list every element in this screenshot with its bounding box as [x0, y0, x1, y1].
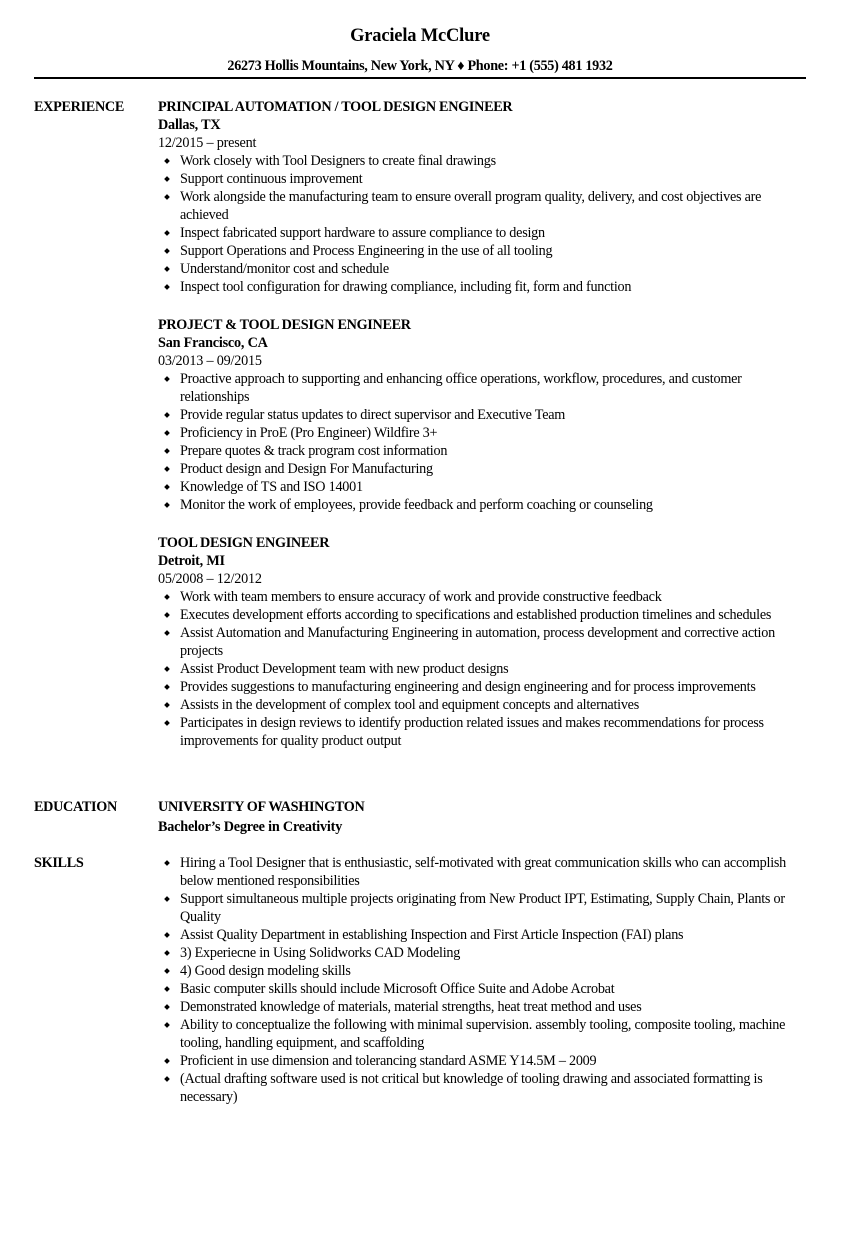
resume-header: [34, 24, 806, 75]
bullet-item: Assist Automation and Manufacturing Engineering in automation, process development and corrective action projects: [158, 624, 808, 660]
job-location: Dallas, TX: [158, 117, 221, 133]
skill-item: Basic computer skills should include Microsoft Office Suite and Adobe Acrobat: [158, 980, 808, 998]
skills-list: [158, 854, 808, 1106]
job-title: PRINCIPAL AUTOMATION / TOOL DESIGN ENGINEER: [158, 99, 513, 115]
job-title: TOOL DESIGN ENGINEER: [158, 535, 330, 551]
bullet-item: Understand/monitor cost and schedule: [158, 260, 808, 278]
candidate-name: Graciela McClure: [350, 26, 490, 46]
bullet-item: Provide regular status updates to direct supervisor and Executive Team: [158, 406, 808, 424]
bullet-item: Provides suggestions to manufacturing engineering and design engineering and for process improvements: [158, 678, 808, 696]
skills-body: [158, 854, 808, 1106]
bullet-item: Proficiency in ProE (Pro Engineer) Wildfire 3+: [158, 424, 808, 442]
bullet-item: Work closely with Tool Designers to create final drawings: [158, 152, 808, 170]
bullet-item: Assist Product Development team with new product designs: [158, 660, 808, 678]
bullet-item: Executes development efforts according to specifications and established production timelines and schedules: [158, 606, 808, 624]
experience-body: [158, 98, 808, 770]
contact-line: 26273 Hollis Mountains, New York, NY ♦ Phone: +1 (555) 481 1932: [227, 58, 613, 74]
bullet-item: Prepare quotes & track program cost information: [158, 442, 808, 460]
bullet-item: Work alongside the manufacturing team to ensure overall program quality, delivery, and cost objectives are achieved: [158, 188, 808, 224]
job-bullets: [158, 152, 808, 296]
job-entry: [158, 98, 808, 296]
job-title: PROJECT & TOOL DESIGN ENGINEER: [158, 317, 411, 333]
skill-item: Demonstrated knowledge of materials, material strengths, heat treat method and uses: [158, 998, 808, 1016]
bullet-item: Knowledge of TS and ISO 14001: [158, 478, 808, 496]
skill-item: Hiring a Tool Designer that is enthusiastic, self-motivated with great communication skills who can accomplish below mentioned responsibilities: [158, 854, 808, 890]
bullet-item: Product design and Design For Manufacturing: [158, 460, 808, 478]
bullet-item: Support Operations and Process Engineering in the use of all tooling: [158, 242, 808, 260]
section-label-education: EDUCATION: [34, 799, 117, 815]
bullet-item: Inspect fabricated support hardware to assure compliance to design: [158, 224, 808, 242]
bullet-item: Work with team members to ensure accuracy of work and provide constructive feedback: [158, 588, 808, 606]
skill-item: 4) Good design modeling skills: [158, 962, 808, 980]
job-dates: 12/2015 – present: [158, 135, 257, 151]
job-dates: 03/2013 – 09/2015: [158, 353, 262, 369]
job-entry: [158, 316, 808, 514]
degree: Bachelor’s Degree in Creativity: [158, 819, 343, 835]
education-body: [158, 798, 808, 836]
job-bullets: [158, 588, 808, 750]
section-label-experience: EXPERIENCE: [34, 99, 125, 115]
skill-item: Proficient in use dimension and tolerancing standard ASME Y14.5M – 2009: [158, 1052, 808, 1070]
bullet-item: Monitor the work of employees, provide feedback and perform coaching or counseling: [158, 496, 808, 514]
header-divider: [34, 77, 806, 79]
skill-item: Assist Quality Department in establishing Inspection and First Article Inspection (FAI) plans: [158, 926, 808, 944]
job-entry: [158, 534, 808, 750]
bullet-item: Inspect tool configuration for drawing compliance, including fit, form and function: [158, 278, 808, 296]
skill-item: 3) Experiecne in Using Solidworks CAD Modeling: [158, 944, 808, 962]
skill-item: Support simultaneous multiple projects originating from New Product IPT, Estimating, Supply Chain, Plants or Quality: [158, 890, 808, 926]
job-location: San Francisco, CA: [158, 335, 268, 351]
skill-item: Ability to conceptualize the following with minimal supervision. assembly tooling, composite tooling, machine tooling, handling equipment, and scaffolding: [158, 1016, 808, 1052]
job-location: Detroit, MI: [158, 553, 225, 569]
bullet-item: Proactive approach to supporting and enhancing office operations, workflow, procedures, and customer relationships: [158, 370, 808, 406]
job-bullets: [158, 370, 808, 514]
bullet-item: Support continuous improvement: [158, 170, 808, 188]
skill-item: (Actual drafting software used is not critical but knowledge of tooling drawing and associated formatting is necessary): [158, 1070, 808, 1106]
job-dates: 05/2008 – 12/2012: [158, 571, 262, 587]
bullet-item: Assists in the development of complex tool and equipment concepts and alternatives: [158, 696, 808, 714]
section-label-skills: SKILLS: [34, 855, 84, 871]
bullet-item: Participates in design reviews to identify production related issues and makes recommendations for process improvements for quality product output: [158, 714, 808, 750]
school-name: UNIVERSITY OF WASHINGTON: [158, 799, 365, 815]
